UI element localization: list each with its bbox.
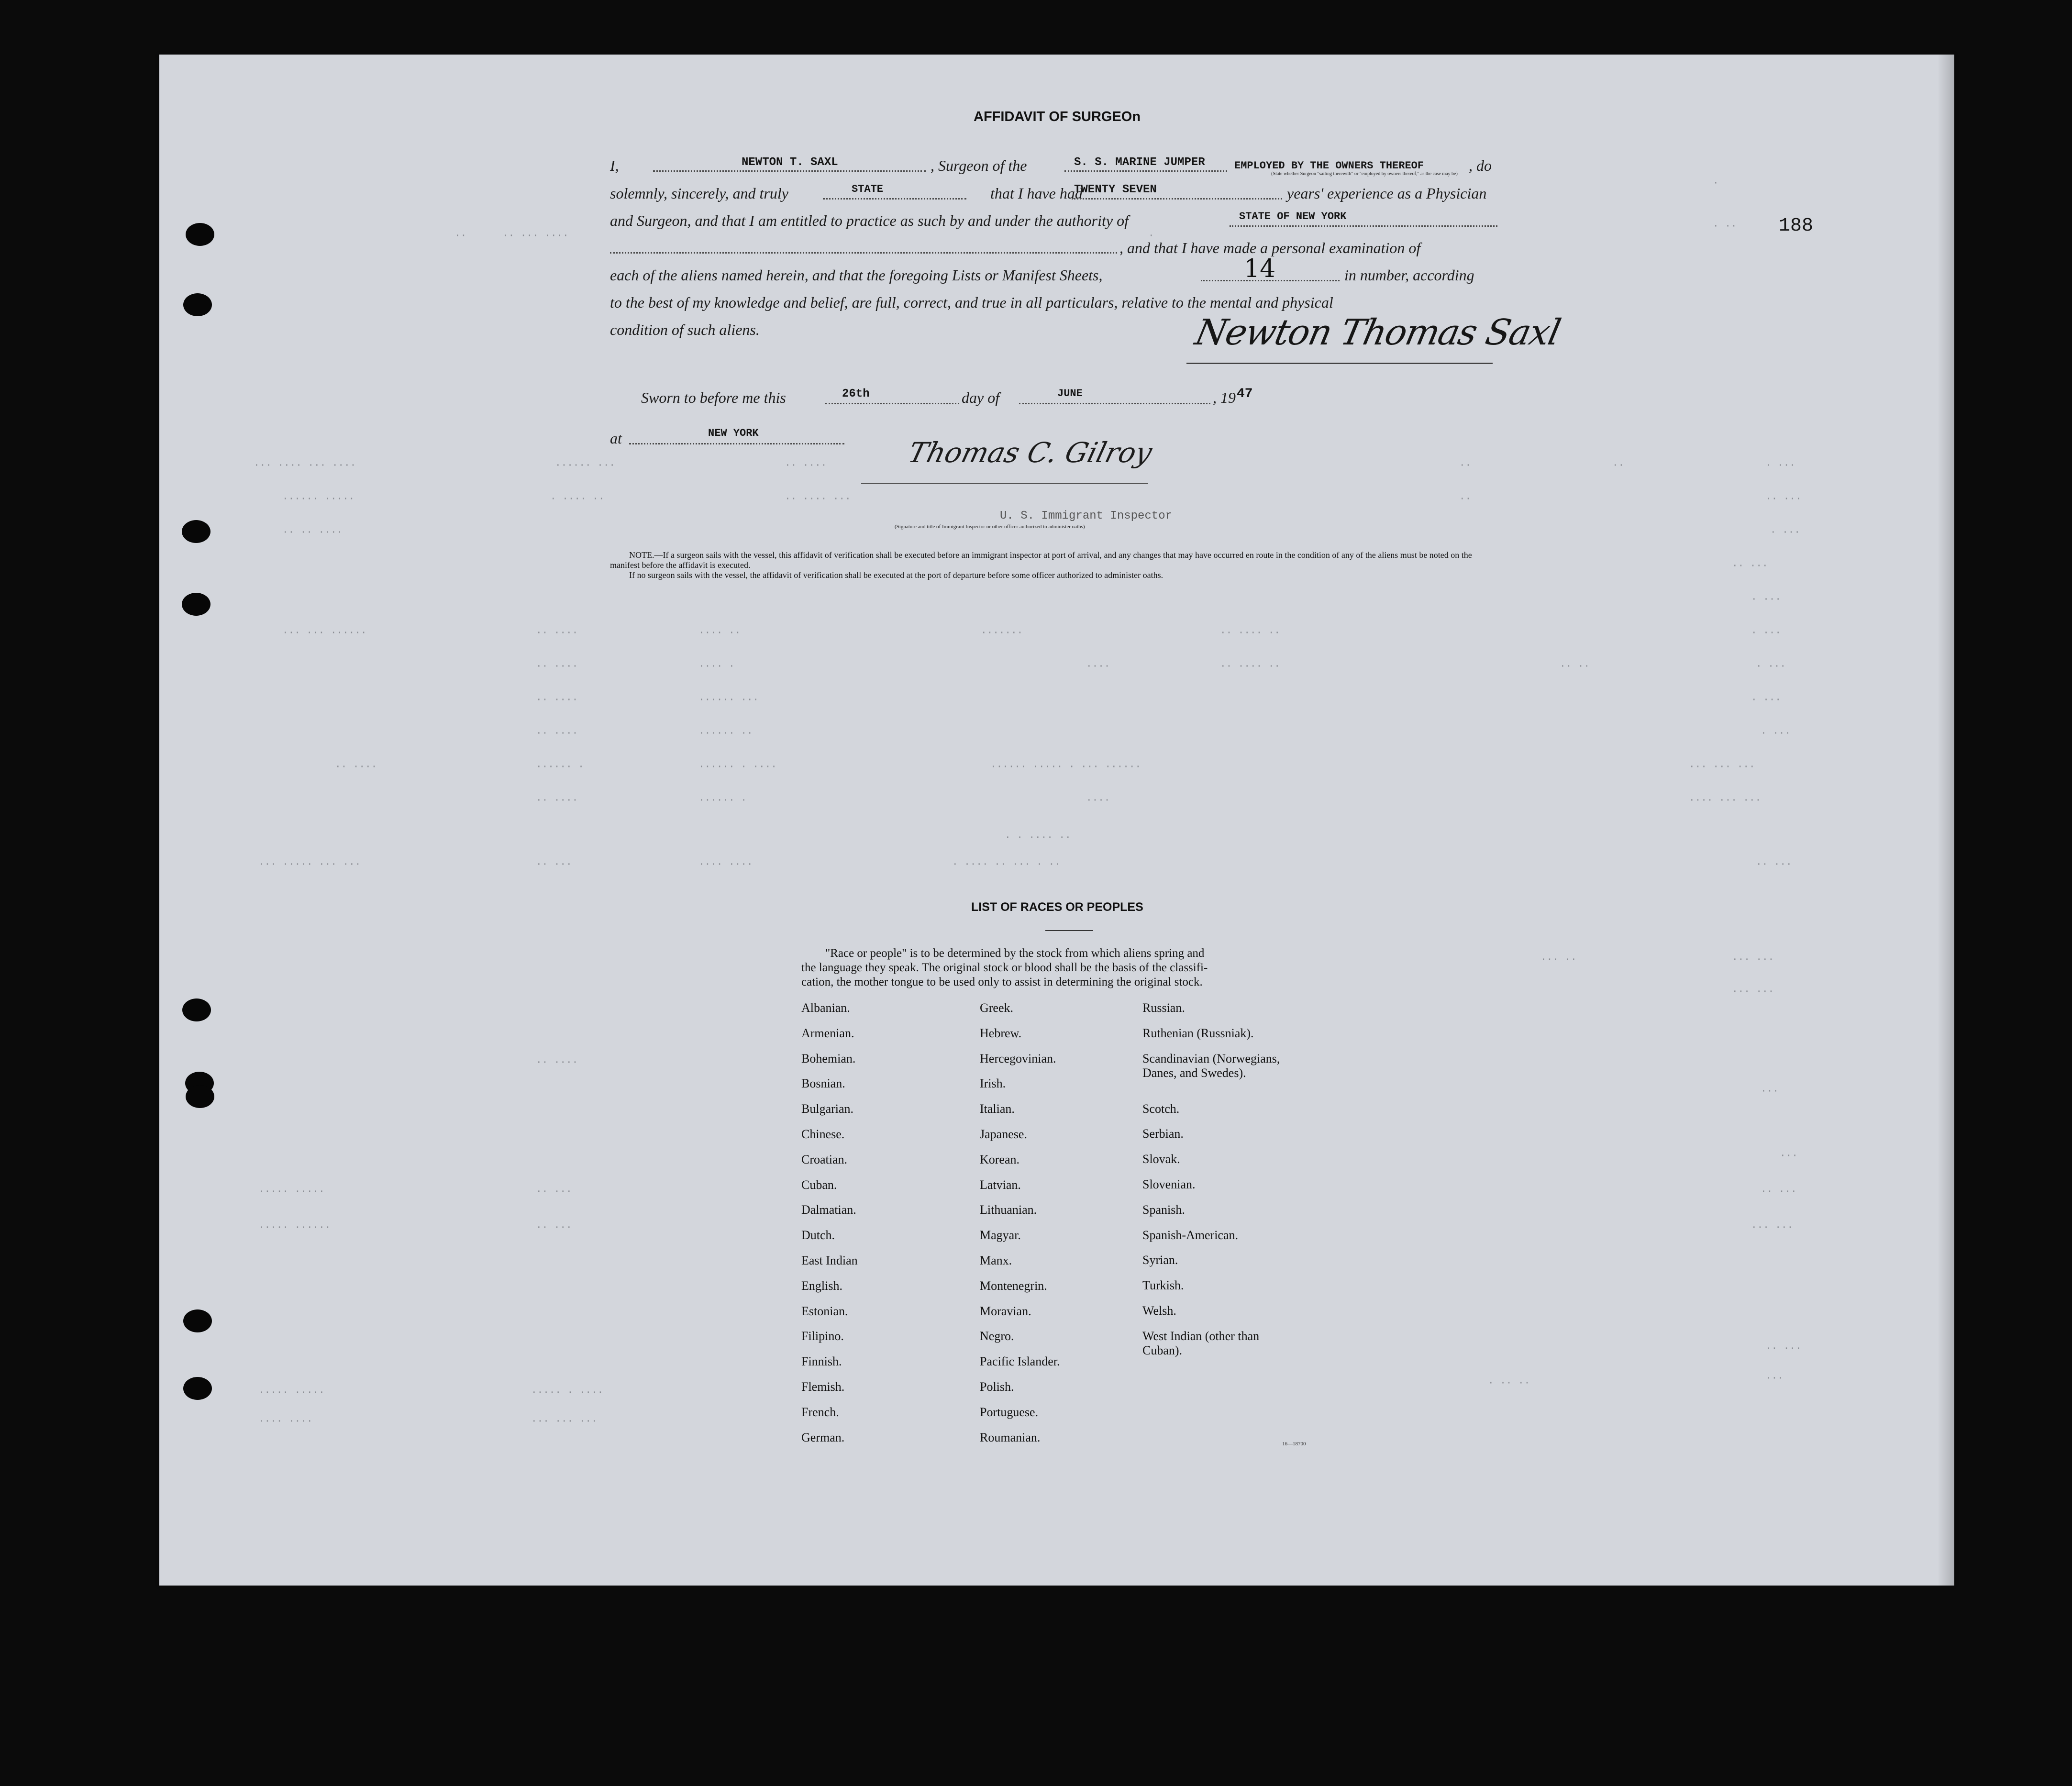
race-entry: Italian. (980, 1102, 1015, 1116)
race-entry: East Indian (801, 1254, 858, 1267)
sworn-day-of: day of (962, 389, 1000, 406)
at-place: NEW YORK (708, 427, 759, 439)
at-place-underline (629, 443, 844, 444)
line5-prefix: each of the aliens named herein, and that the foregoing Lists or Manifest Sheets, (610, 266, 1103, 284)
line1-prefix: I, (610, 157, 619, 174)
line2-prefix: solemnly, sincerely, and truly (610, 185, 788, 202)
race-entry: Korean. (980, 1152, 1020, 1166)
authority-state: STATE OF NEW YORK (1239, 211, 1347, 222)
punch-hole (183, 1377, 212, 1400)
state-word-underline (823, 198, 966, 200)
race-entry: Latvian. (980, 1177, 1021, 1192)
line6-text: to the best of my knowledge and belief, are full, correct, and true in all particulars, relative to the mental and physical (610, 294, 1333, 311)
surgeon-name: NEWTON T. SAXL (742, 156, 838, 169)
race-entry: Cuban). (1142, 1343, 1183, 1357)
race-entry: Montenegrin. (980, 1278, 1047, 1293)
sworn-day-underline (825, 403, 959, 404)
race-entry: Spanish. (1142, 1202, 1185, 1217)
race-entry: Russian. (1142, 1001, 1185, 1015)
races-intro-line-3: cation, the mother tongue to be used only to assist in determining the original stock. (801, 976, 1203, 988)
punch-hole (183, 293, 212, 316)
sheet-edge-shadow (1938, 55, 1954, 1586)
race-entry: Portuguese. (980, 1405, 1039, 1419)
race-entry: Scotch. (1142, 1101, 1180, 1116)
line1-tail: , do (1469, 157, 1492, 174)
races-title: LIST OF RACES OR PEOPLES (971, 900, 1143, 914)
race-entry: Manx. (980, 1254, 1012, 1267)
affidavit-note-1: NOTE.—If a surgeon sails with the vessel, this affidavit of verification shall be executed before an immigrant inspector at port of arrival, and any changes that may have occurred en route in the condition of any of the aliens must be noted on the manifest before the affidavit is executed. (610, 550, 1472, 570)
race-entry: Bosnian. (801, 1076, 845, 1091)
line7-text: condition of such aliens. (610, 321, 760, 338)
employment-status: EMPLOYED BY THE OWNERS THEREOF (1234, 160, 1424, 172)
races-intro-line-1: "Race or people" is to be determined by the stock from which aliens spring and (825, 947, 1205, 960)
line2-tail: years' experience as a Physician (1287, 185, 1487, 202)
races-title-rule (1045, 930, 1093, 931)
race-entry: Negro. (980, 1329, 1014, 1343)
race-entry: Slovak. (1142, 1152, 1180, 1166)
race-entry: Armenian. (801, 1026, 854, 1040)
race-entry: Ruthenian (Russniak). (1142, 1026, 1254, 1040)
inspector-signature-line (861, 483, 1148, 484)
race-entry: Roumanian. (980, 1430, 1041, 1444)
race-entry: Greek. (980, 1001, 1014, 1015)
race-entry: Dutch. (801, 1228, 835, 1242)
punch-hole (183, 1309, 212, 1332)
inspector-caption: (Signature and title of Immigrant Inspector or other officer authorized to administer oaths) (895, 524, 1085, 530)
race-entry: Estonian. (801, 1304, 848, 1318)
sworn-prefix: Sworn to before me this (641, 389, 786, 406)
race-entry: Scandinavian (Norwegians, (1142, 1051, 1280, 1065)
race-entry: Syrian. (1142, 1253, 1178, 1267)
punch-hole (182, 998, 211, 1021)
race-entry: Turkish. (1142, 1278, 1184, 1293)
sworn-month: JUNE (1057, 388, 1083, 399)
vessel-name: S. S. MARINE JUMPER (1074, 156, 1205, 169)
sworn-year: 47 (1237, 387, 1253, 401)
race-entry: Finnish. (801, 1354, 842, 1369)
race-entry: Lithuanian. (980, 1203, 1037, 1217)
races-intro-line-2: the language they speak. The original stock or blood shall be the basis of the classifi- (801, 961, 1208, 974)
race-entry: Dalmatian. (801, 1203, 856, 1217)
race-entry: Croatian. (801, 1152, 848, 1166)
punch-hole (186, 223, 214, 246)
race-entry: German. (801, 1430, 845, 1444)
line4-tail: , and that I have made a personal examination of (1119, 239, 1421, 256)
line2-middle: that I have had (990, 185, 1083, 202)
punch-hole (182, 520, 211, 543)
inspector-signature: Thomas C. Gilroy (905, 436, 1156, 469)
page-number: 188 (1779, 215, 1814, 237)
race-entry: Serbian. (1142, 1127, 1184, 1141)
state-word: STATE (852, 183, 884, 195)
race-entry: Pacific Islander. (980, 1354, 1060, 1369)
race-entry: Spanish-American. (1142, 1228, 1239, 1242)
race-entry: Japanese. (980, 1127, 1027, 1141)
race-entry: French. (801, 1405, 839, 1419)
sworn-day: 26th (842, 388, 870, 400)
race-entry: Bulgarian. (801, 1102, 854, 1116)
race-entry: Bohemian. (801, 1051, 856, 1065)
sheets-count: 14 (1244, 255, 1276, 283)
punch-hole (182, 593, 211, 616)
surgeon-status-caption: (State whether Surgeon "sailing therewith" or "employed by owners thereof," as the case may be) (1271, 171, 1458, 177)
years-experience: TWENTY SEVEN (1074, 183, 1157, 196)
race-entry: Slovenian. (1142, 1177, 1196, 1191)
surgeon-name-underline (653, 170, 926, 172)
form-number: 16—18700 (1282, 1441, 1306, 1447)
race-entry: Chinese. (801, 1127, 845, 1141)
race-entry: Cuban. (801, 1177, 837, 1192)
inspector-title: U. S. Immigrant Inspector (1000, 510, 1173, 522)
race-entry: Filipino. (801, 1329, 844, 1343)
affidavit-title: AFFIDAVIT OF SURGEOn (974, 109, 1141, 124)
race-entry: Welsh. (1142, 1304, 1176, 1318)
years-underline (1072, 198, 1282, 200)
race-entry: Flemish. (801, 1380, 845, 1394)
sworn-year-prefix: , 19 (1213, 389, 1236, 406)
race-entry: Irish. (980, 1076, 1006, 1091)
race-entry: English. (801, 1278, 842, 1293)
authority-underline (1230, 225, 1497, 227)
punch-hole (186, 1085, 214, 1108)
surgeon-signature-line (1186, 363, 1493, 364)
line5-tail: in number, according (1344, 266, 1474, 284)
race-entry: Polish. (980, 1380, 1014, 1394)
race-entry: Moravian. (980, 1304, 1031, 1318)
race-entry: Hebrew. (980, 1026, 1022, 1040)
vessel-underline (1064, 170, 1227, 172)
affidavit-note-2: If no surgeon sails with the vessel, the affidavit of verification shall be executed at the port of departure before some officer authorized to administer oaths. (629, 570, 1163, 580)
at-prefix: at (610, 430, 622, 447)
race-entry: Magyar. (980, 1228, 1021, 1242)
race-entry: Danes, and Swedes). (1142, 1065, 1246, 1080)
race-entry: Hercegovinian. (980, 1051, 1056, 1065)
line3-prefix: and Surgeon, and that I am entitled to practice as such by and under the authority of (610, 212, 1129, 229)
sworn-month-underline (1019, 403, 1210, 404)
surgeon-signature: Newton Thomas Saxl (1191, 312, 1564, 353)
surgeon-of-text: , Surgeon of the (931, 157, 1027, 174)
race-entry: Albanian. (801, 1001, 850, 1015)
race-entry: West Indian (other than (1142, 1329, 1260, 1343)
authority-continuation-underline (610, 252, 1117, 254)
